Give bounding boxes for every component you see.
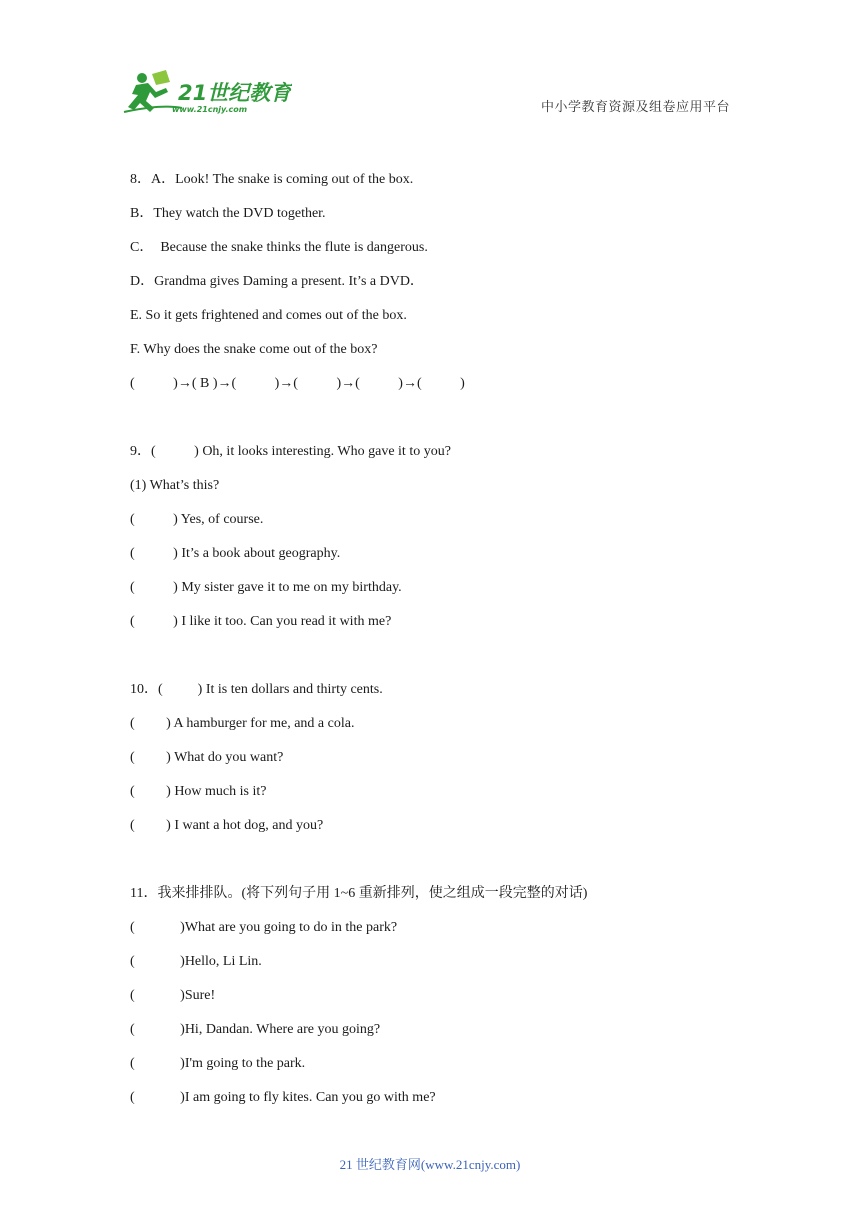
q11-stem: 11．我来排排队。(将下列句子用 1~6 重新排列，使之组成一段完整的对话) [130,886,588,901]
q9-line: ( ) My sister gave it to me on my birthday. [130,580,402,595]
q9-stem: 9．( ) Oh, it looks interesting. Who gave it to you? [130,444,451,459]
q11-line: ( )I'm going to the park. [130,1056,306,1071]
q10-line: ( ) What do you want? [130,750,284,765]
question-9 [130,442,750,632]
logo-url: www.21cnjy.com [172,105,248,114]
q10-stem: 10．( ) It is ten dollars and thirty cents. [130,682,383,697]
logo [122,68,292,116]
q8-option-c: C． Because the snake thinks the flute is dangerous. [130,240,428,255]
question-8 [130,170,750,394]
q10-line: ( ) A hamburger for me, and a cola. [130,716,355,731]
q9-line: (1) What’s this? [130,478,220,493]
q11-line: ( )Hi, Dandan. Where are you going? [130,1022,381,1037]
q11-line: ( )What are you going to do in the park? [130,920,398,935]
question-10 [130,680,750,836]
q8-option-b: B．They watch the DVD together. [130,206,326,221]
worksheet-content [130,170,750,1122]
logo-wordmark: 21世纪教育 [178,81,292,105]
q10-line: ( ) I want a hot dog, and you? [130,818,324,833]
question-11 [130,884,750,1108]
q10-line: ( ) How much is it? [130,784,267,799]
page-header [0,0,860,130]
q8-option-d: D．Grandma gives Daming a present. It’s a DVD． [130,274,424,289]
q9-line: ( ) I like it too. Can you read it with me? [130,614,392,629]
q8-option-e: E. So it gets frightened and comes out of the box. [130,308,407,323]
logo-graphic [122,68,292,116]
q11-line: ( )I am going to fly kites. Can you go with me? [130,1090,436,1105]
page-footer[interactable]: 21 世纪教育网(www.21cnjy.com) [339,1157,521,1172]
platform-name: 中小学教育资源及组卷应用平台 [540,100,730,115]
q8-stem: 8．A．Look! The snake is coming out of the box. [130,172,414,187]
q9-line: ( ) It’s a book about geography. [130,546,341,561]
q9-line: ( ) Yes, of course. [130,512,264,527]
q8-answer-sequence: ( )→( B )→( )→( )→( )→( ) [130,376,465,391]
q11-line: ( )Hello, Li Lin. [130,954,262,969]
q11-line: ( )Sure! [130,988,216,1003]
q8-option-f: F. Why does the snake come out of the box? [130,342,378,357]
